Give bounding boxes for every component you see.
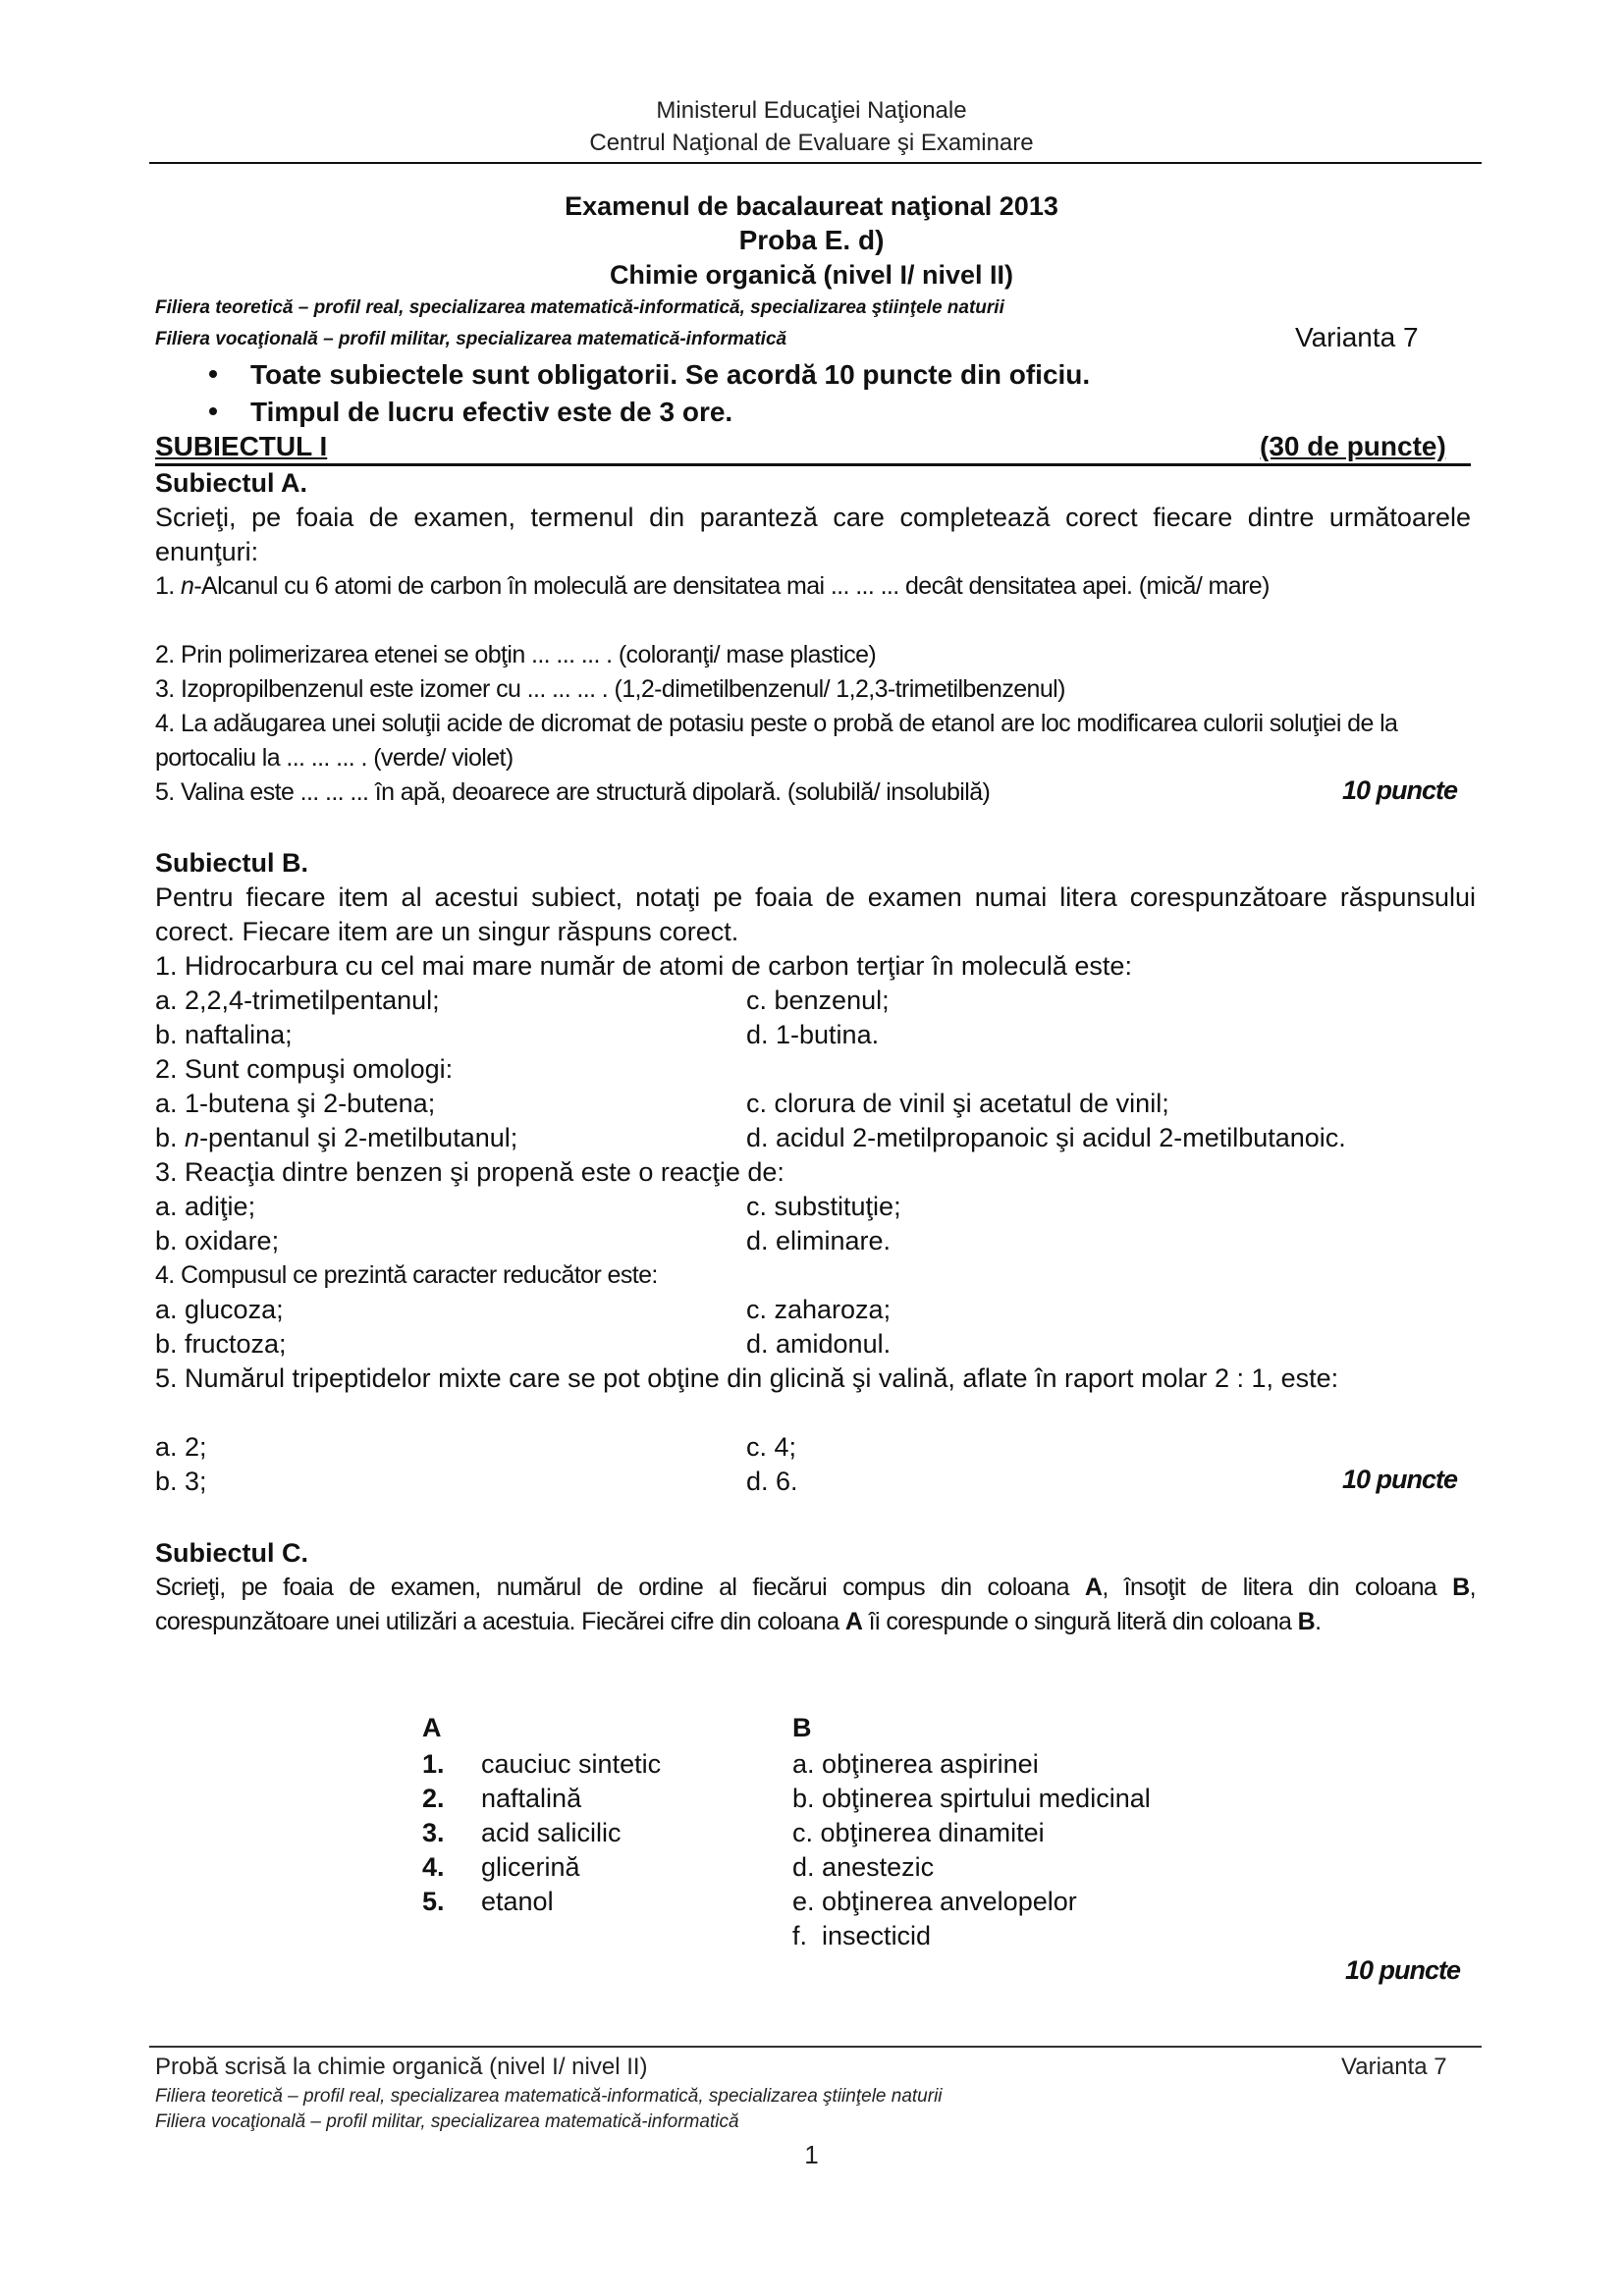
subiect-a-title: Subiectul A. [155, 468, 308, 498]
exam-title: Examenul de bacalaureat naţional 2013 [565, 191, 1058, 221]
proba-title: Proba E. d) [738, 225, 885, 255]
bullet-icon [209, 370, 217, 378]
option-d: d. 6. [746, 1467, 798, 1496]
subiect-a-item-5: 5. Valina este ... ... ... în apă, deoarece are structură dipolară. (solubilă/ insolubilă) [155, 778, 991, 806]
header-rule [149, 162, 1482, 164]
column-b-header: B [792, 1713, 812, 1742]
option-b: b. naftalina; [155, 1020, 293, 1049]
footer-rule [149, 2046, 1482, 2048]
option-a: a. adiţie; [155, 1192, 256, 1221]
option-b: b. 3; [155, 1467, 207, 1496]
center-name: Centrul Naţional de Evaluare şi Examinare [589, 130, 1034, 156]
option-c: c. 4; [746, 1432, 797, 1462]
instruction-item: Timpul de lucru efectiv este de 3 ore. [209, 395, 732, 430]
subiect-b-question-3: 3. Reacţia dintre benzen şi propenă este o reacţie de: [155, 1157, 784, 1187]
subiect-b-question-1: 1. Hidrocarbura cu cel mai mare număr de atomi de carbon terţiar în moleculă este: [155, 951, 1132, 981]
column-a-item: 1. cauciuc sintetic [422, 1749, 662, 1779]
section-points: (30 de puncte) [1260, 431, 1446, 461]
subiect-a-item-2: 2. Prin polimerizarea etenei se obţin ... ... ... . (coloranţi/ mase plastice) [155, 641, 877, 668]
subiect-c-instruction: Scrieţi, pe foaia de examen, numărul de ordine al fiecărui compus din coloana A, însoţit de litera din coloana B, corespunzătoare unei utilizări a acestuia. Fiecărei cifre din coloana A îi corespunde o singură literă din coloana B. [155, 1574, 1476, 1635]
option-a: a. 1-butena şi 2-butena; [155, 1089, 436, 1118]
option-a: a. 2,2,4-trimetilpentanul; [155, 986, 440, 1015]
option-b: b. n-pentanul şi 2-metilbutanul; [155, 1123, 518, 1152]
section-title: SUBIECTUL I [155, 431, 328, 461]
column-b-item: d. anestezic [792, 1852, 935, 1882]
filiera-teoretica: Filiera teoretică – profil real, specializarea matematică-informatică, specializarea ştiinţele naturii [155, 297, 1004, 318]
subiect-a-item-1: 1. n-Alcanul cu 6 atomi de carbon în moleculă are densitatea mai ... ... ... decât densitatea apei. (mică/ mare) [155, 572, 1270, 600]
subiect-b-question-2: 2. Sunt compuşi omologi: [155, 1054, 454, 1084]
subiect-c-points: 10 puncte [1345, 1955, 1461, 1985]
option-c: c. clorura de vinil şi acetatul de vinil; [746, 1089, 1169, 1118]
subiect-b-question-5: 5. Numărul tripeptidelor mixte care se pot obţine din glicină şi valină, aflate în raport molar 2 : 1, este: [155, 1363, 1339, 1393]
option-d: d. 1-butina. [746, 1020, 880, 1049]
option-d: d. acidul 2-metilpropanoic şi acidul 2-metilbutanoic. [746, 1123, 1346, 1152]
column-b-item: c. obţinerea dinamitei [792, 1818, 1045, 1847]
subiect-a-item-4: 4. La adăugarea unei soluţii acide de dicromat de potasiu peste o probă de etanol are loc modificarea culorii soluţiei de la portocaliu la ... ... ... . (verde/ violet) [155, 710, 1398, 772]
footer-filiera-teoretica: Filiera teoretică – profil real, specializarea matematică-informatică, specializarea ştiinţele naturii [155, 2086, 943, 2107]
option-d: d. eliminare. [746, 1226, 892, 1255]
subiect-a-instruction: Scrieţi, pe foaia de examen, termenul din paranteză care completează corect fiecare dintre următoarele enunţuri: [155, 503, 1471, 566]
option-b: b. fructoza; [155, 1329, 287, 1359]
subiect-c-title: Subiectul C. [155, 1538, 309, 1568]
column-a-item: 5. etanol [422, 1887, 554, 1916]
subiect-b-points: 10 puncte [1342, 1465, 1458, 1494]
subiect-a-item-3: 3. Izopropilbenzenul este izomer cu ... ... ... . (1,2-dimetilbenzenul/ 1,2,3-trimetilbenzenul) [155, 675, 1065, 703]
subiect-b-title: Subiectul B. [155, 848, 309, 878]
option-c: c. substituţie; [746, 1192, 901, 1221]
section-rule [155, 463, 1471, 466]
option-a: a. glucoza; [155, 1295, 284, 1324]
option-c: c. benzenul; [746, 986, 890, 1015]
option-c: c. zaharoza; [746, 1295, 892, 1324]
footer-variant: Varianta 7 [1341, 2054, 1447, 2080]
column-b-item: f. insecticid [792, 1921, 932, 1950]
subiect-a-points: 10 puncte [1342, 775, 1458, 805]
ministry-name: Ministerul Educaţiei Naţionale [656, 97, 967, 124]
column-a-header: A [422, 1713, 442, 1742]
option-a: a. 2; [155, 1432, 207, 1462]
subiect-b-instruction: Pentru fiecare item al acestui subiect, notaţi pe foaia de examen numai litera corespunzătoare răspunsului corect. Fiecare item are un singur răspuns corect. [155, 882, 1476, 946]
instruction-item: Toate subiectele sunt obligatorii. Se acordă 10 puncte din oficiu. [209, 357, 1090, 393]
footer-title: Probă scrisă la chimie organică (nivel I/ nivel II) [155, 2054, 648, 2080]
column-a-item: 2. naftalină [422, 1784, 582, 1813]
page-number: 1 [804, 2140, 819, 2169]
bullet-icon [209, 407, 217, 415]
column-a-item: 3. acid salicilic [422, 1818, 622, 1847]
column-b-item: a. obţinerea aspirinei [792, 1749, 1039, 1779]
subiect-b-question-4: 4. Compusul ce prezintă caracter reducător este: [155, 1261, 658, 1289]
filiera-vocationala: Filiera vocaţională – profil militar, specializarea matematică-informatică [155, 329, 787, 349]
column-b-item: e. obţinerea anvelopelor [792, 1887, 1077, 1916]
column-b-item: b. obţinerea spirtului medicinal [792, 1784, 1151, 1813]
option-d: d. amidonul. [746, 1329, 892, 1359]
column-a-item: 4. glicerină [422, 1852, 580, 1882]
variant-label: Varianta 7 [1295, 322, 1419, 352]
option-b: b. oxidare; [155, 1226, 280, 1255]
subject-title: Chimie organică (nivel I/ nivel II) [609, 260, 1014, 290]
footer-filiera-vocationala: Filiera vocaţională – profil militar, specializarea matematică-informatică [155, 2111, 739, 2132]
